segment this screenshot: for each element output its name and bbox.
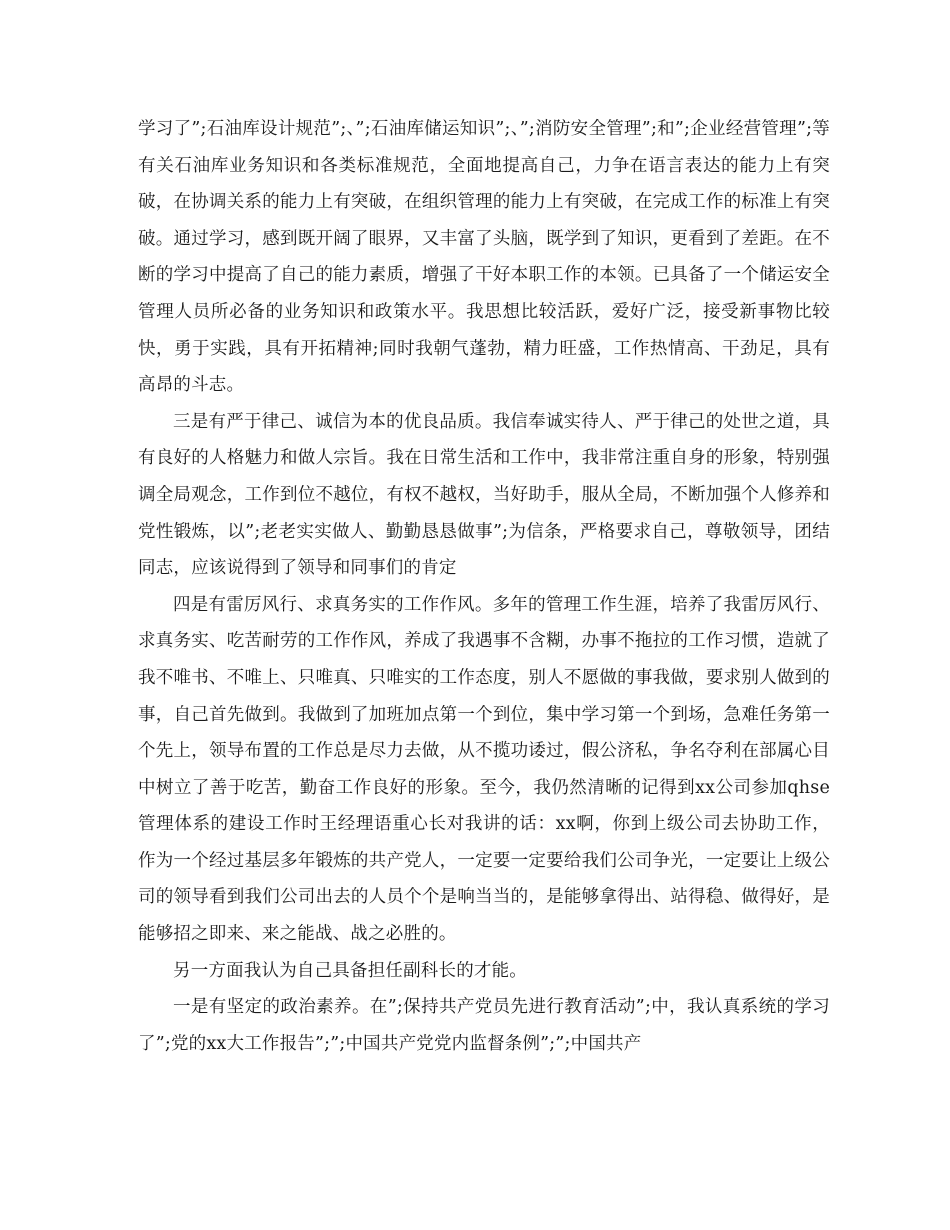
paragraph-1: 学习了”;石油库设计规范”;、”;石油库储运知识”;、”;消防安全管理”;和”;企业经营管理”;等有关石油库业务知识和各类标准规范，全面地提高自己，力争在语言表达的能力上有突破，在协调关系的能力上有突破，在组织管理的能力上有突破，在完成工作的标准上有突破。通过学习，感到既开阔了眼界，又丰富了头脑，既学到了知识，更看到了差距。在不断的学习中提高了自己的能力素质，增强了干好本职工作的本领。已具备了一个储运安全管理人员所必备的业务知识和政策水平。我思想比较活跃，爱好广泛，接受新事物比较快，勇于实践，具有开拓精神;同时我朝气蓬勃，精力旺盛，工作热情高、干劲足，具有高昂的斗志。 bbox=[138, 119, 830, 396]
document-body bbox=[138, 111, 830, 1062]
paragraph-2: 三是有严于律己、诚信为本的优良品质。我信奉诚实待人、严于律己的处世之道，具有良好的人格魅力和做人宗旨。我在日常生活和工作中，我非常注重自身的形象，特别强调全局观念，工作到位不越位，有权不越权，当好助手，服从全局，不断加强个人修养和党性锻炼，以”;老老实实做人、勤勤恳恳做事”;为信条，严格要求自己，尊敬领导，团结同志，应该说得到了领导和同事们的肯定 bbox=[138, 411, 830, 579]
paragraph-3: 四是有雷厉风行、求真务实的工作作风。多年的管理工作生涯，培养了我雷厉风行、求真务实、吃苦耐劳的工作作风，养成了我遇事不含糊，办事不拖拉的工作习惯，造就了我不唯书、不唯上、只唯真、只唯实的工作态度，别人不愿做的事我做，要求别人做到的事，自己首先做到。我做到了加班加点第一个到位，集中学习第一个到场，急难任务第一个先上，领导布置的工作总是尽力去做，从不揽功诿过，假公济私，争名夺利在部属心目中树立了善于吃苦，勤奋工作良好的形象。至今，我仍然清晰的记得到xx公司参加qhse管理体系的建设工作时王经理语重心长对我讲的话：xx啊，你到上级公司去协助工作，作为一个经过基层多年锻炼的共产党人，一定要一定要给我们公司争光，一定要让上级公司的领导看到我们公司出去的人员个个是响当当的，是能够拿得出、站得稳、做得好，是能够招之即来、来之能战、战之必胜的。 bbox=[138, 594, 830, 945]
paragraph-5: 一是有坚定的政治素养。在”;保持共产党员先进行教育活动”;中，我认真系统的学习了”;党的xx大工作报告”;”;中国共产党党内监督条例”;”;中国共产 bbox=[138, 997, 830, 1054]
paragraph-4: 另一方面我认为自己具备担任副科长的才能。 bbox=[173, 960, 527, 981]
